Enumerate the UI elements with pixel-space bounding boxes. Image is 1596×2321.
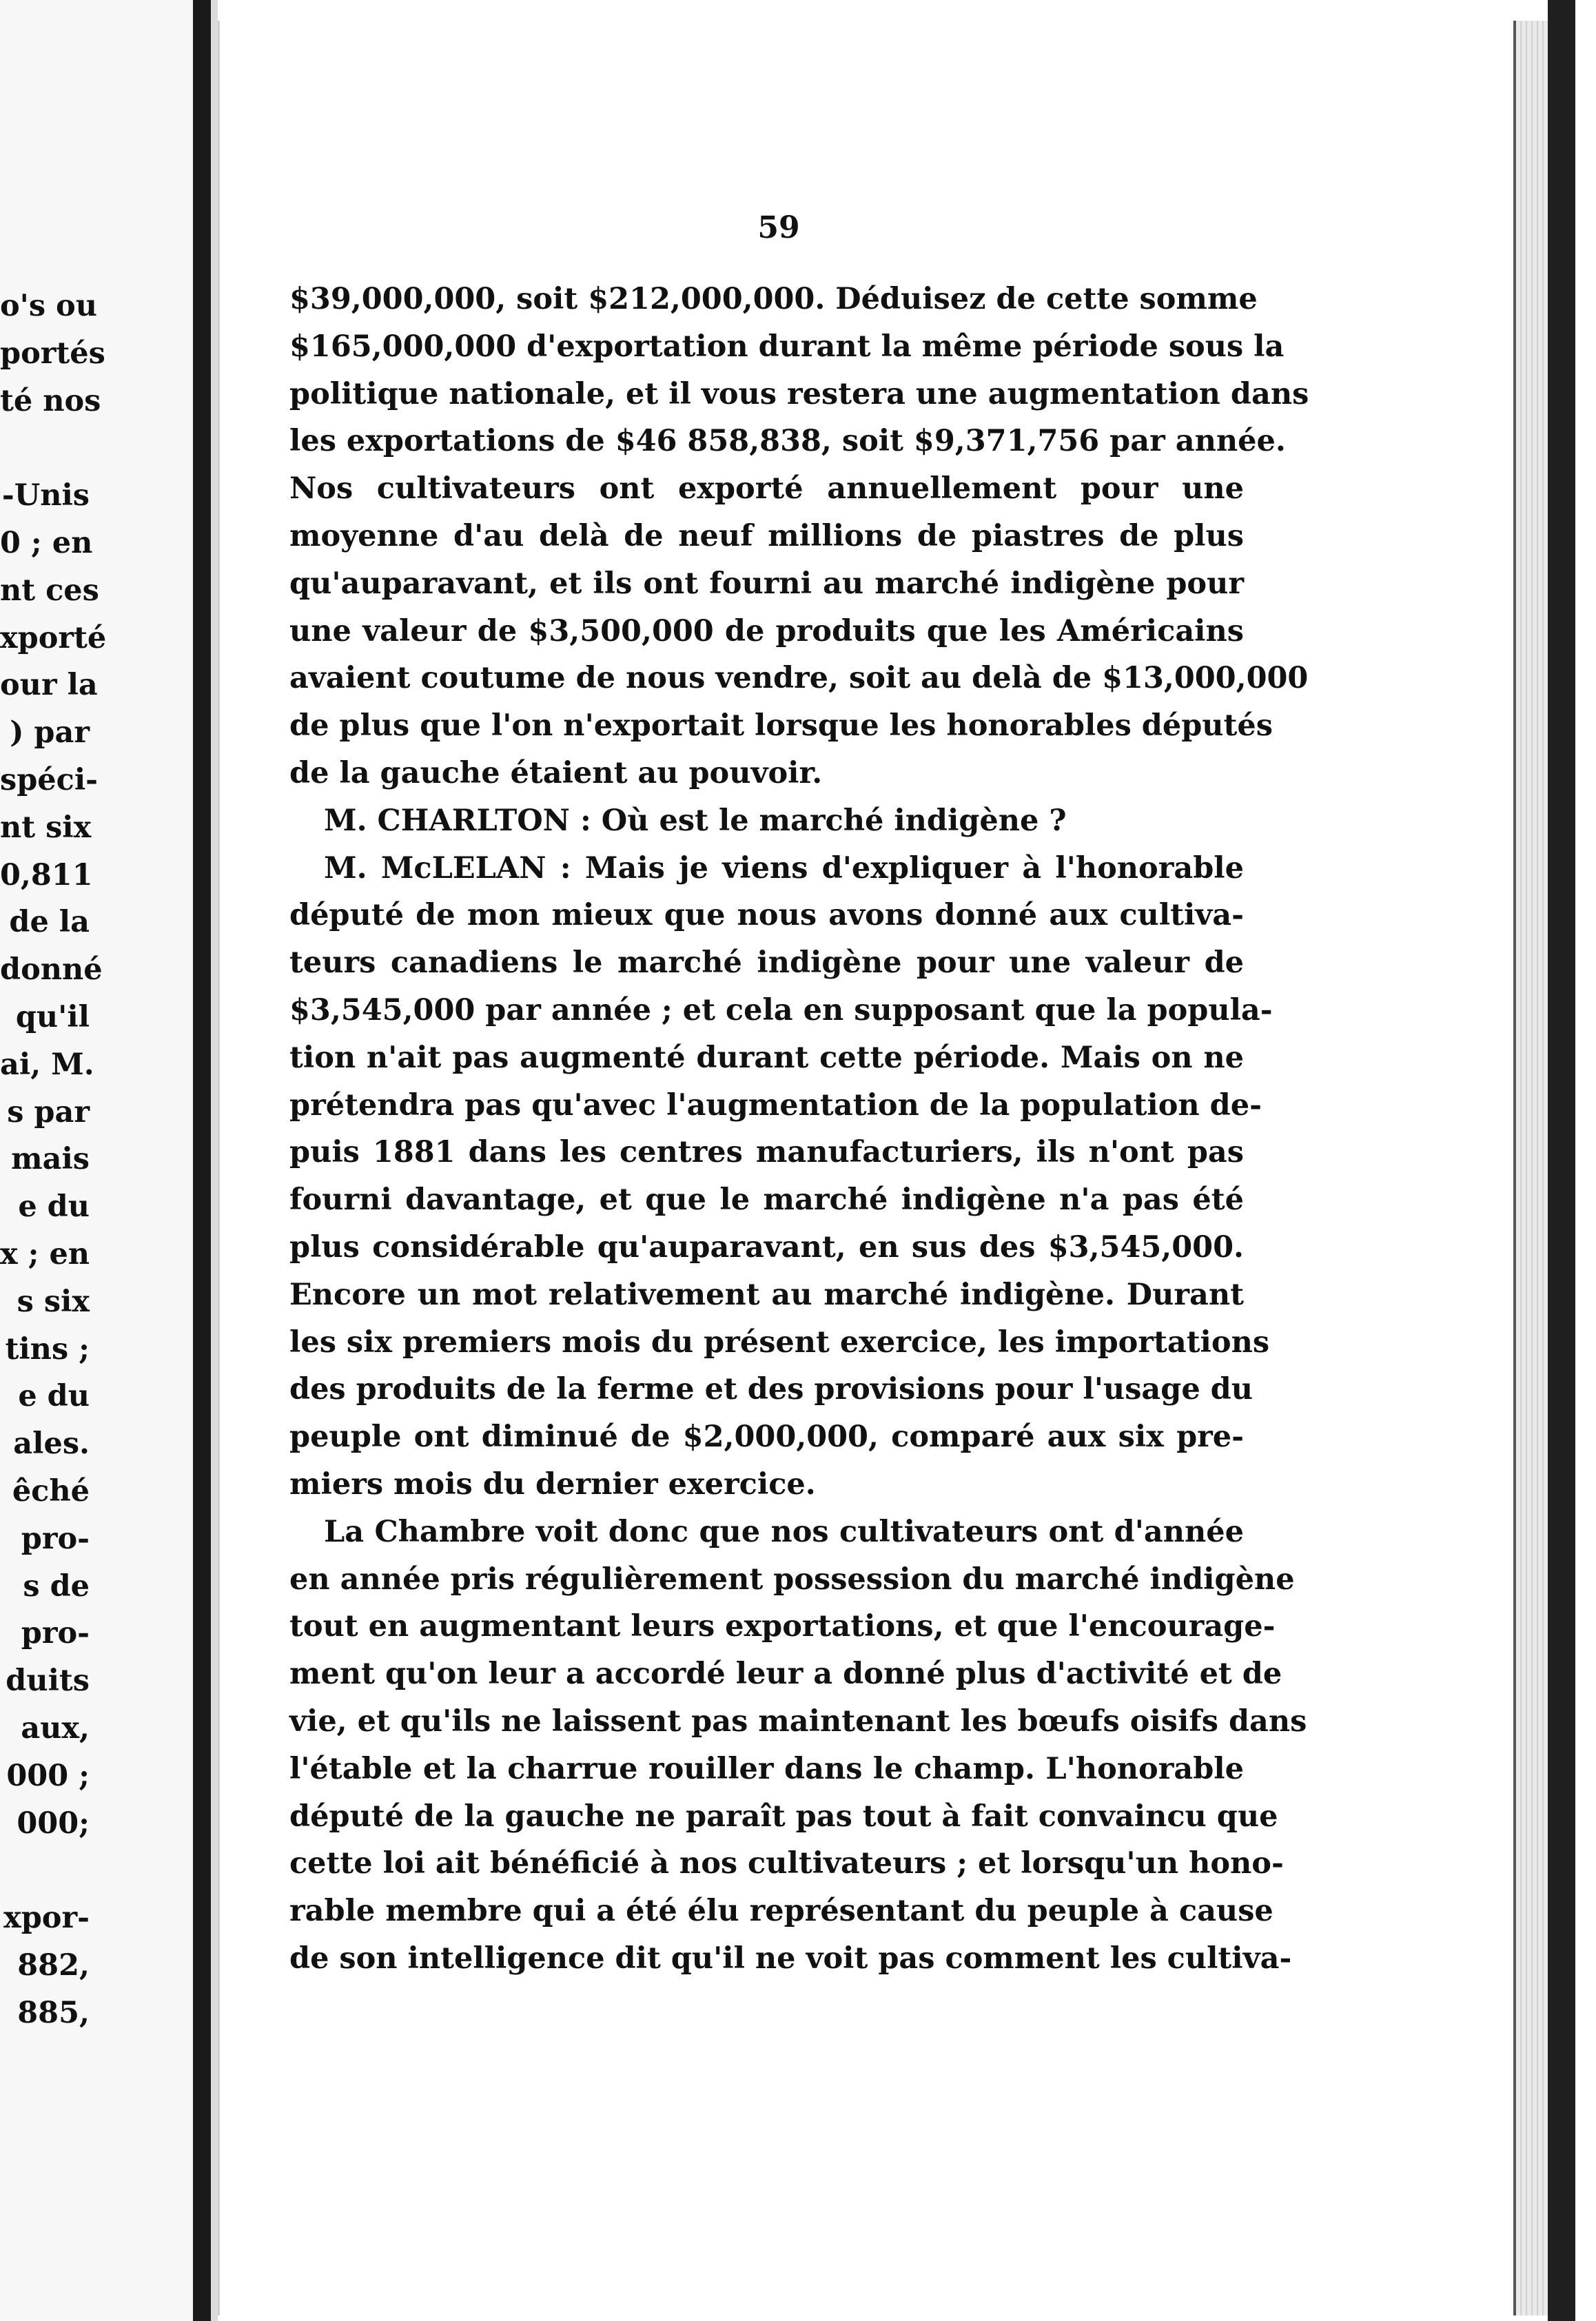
left-page-line: êché bbox=[12, 1473, 90, 1509]
text-line: député de mon mieux que nous avons donné aux cultiva- bbox=[289, 898, 1244, 933]
text-line: une valeur de $3,500,000 de produits que les Américains bbox=[289, 613, 1244, 648]
left-page-line: x ; en bbox=[0, 1236, 90, 1271]
left-page-line: mais bbox=[11, 1142, 90, 1177]
text-line: en année pris régulièrement possession du marché indigène bbox=[289, 1562, 1295, 1597]
text-line: teurs canadiens le marché indigène pour une valeur de bbox=[289, 945, 1244, 981]
left-page-line: spéci- bbox=[0, 762, 98, 797]
text-line: puis 1881 dans les centres manufacturiers, ils n'ont pas bbox=[289, 1135, 1244, 1170]
text-line: tout en augmentant leurs exportations, et que l'encourage- bbox=[289, 1609, 1276, 1644]
left-page-line: s six bbox=[17, 1284, 90, 1319]
text-line: prétendra pas qu'avec l'augmentation de la population de- bbox=[289, 1087, 1262, 1123]
text-line: miers mois du dernier exercice. bbox=[289, 1466, 816, 1502]
text-line: $39,000,000, soit $212,000,000. Déduisez de cette somme bbox=[289, 282, 1258, 316]
left-page-line: 882, bbox=[17, 1947, 90, 1983]
text-line: de la gauche étaient au pouvoir. bbox=[289, 755, 823, 790]
text-line: rable membre qui a été élu représentant du peuple à cause bbox=[289, 1894, 1273, 1929]
paragraph bbox=[289, 276, 1309, 797]
text-line: les six premiers mois du présent exercice, les importations bbox=[289, 1325, 1270, 1360]
left-page-line: ales. bbox=[13, 1427, 90, 1462]
text-line: Encore un mot relativement au marché indigène. Durant bbox=[289, 1277, 1244, 1312]
text-line: fourni davantage, et que le marché indigène n'a pas été bbox=[289, 1183, 1244, 1218]
left-page-text bbox=[0, 283, 107, 2036]
book-gutter bbox=[211, 0, 218, 2321]
text-line: député de la gauche ne paraît pas tout à fait convaincu que bbox=[289, 1799, 1278, 1834]
left-page-line: donné bbox=[0, 952, 103, 988]
text-line: La Chambre voit donc que nos cultivateurs ont d'année bbox=[324, 1514, 1244, 1549]
text-line: politique nationale, et il vous restera une augmentation dans bbox=[289, 376, 1309, 411]
text-line: M. McLELAN : Mais je viens d'expliquer à l'honorable bbox=[324, 850, 1244, 886]
left-page-line: e du bbox=[18, 1379, 90, 1414]
left-page-line: pro- bbox=[21, 1521, 90, 1556]
left-page-line: xporté bbox=[0, 620, 107, 655]
left-page-line: pro- bbox=[21, 1616, 90, 1651]
page-edge-shadow bbox=[1548, 0, 1575, 2321]
text-line: Nos cultivateurs ont exporté annuellement pour une bbox=[289, 471, 1244, 507]
text-line: cette loi ait bénéficié à nos cultivateurs ; et lorsqu'un hono- bbox=[289, 1846, 1284, 1881]
text-line: tion n'ait pas augmenté durant cette période. Mais on ne bbox=[289, 1040, 1244, 1075]
text-line: ment qu'on leur a accordé leur a donné plus d'activité et de bbox=[289, 1657, 1282, 1692]
text-line: de plus que l'on n'exportait lorsque les honorables députés bbox=[289, 708, 1273, 744]
text-line: plus considérable qu'auparavant, en sus des $3,545,000. bbox=[289, 1229, 1244, 1265]
left-page-line: nt ces bbox=[0, 573, 99, 608]
text-line: les exportations de $46 858,838, soit $9,371,756 par année. bbox=[289, 424, 1286, 459]
text-line: des produits de la ferme et des provisions pour l'usage du bbox=[289, 1372, 1253, 1407]
left-page-line: qu'il bbox=[15, 999, 90, 1034]
left-page-line: aux, bbox=[21, 1710, 90, 1746]
left-page-line: xpor- bbox=[3, 1901, 90, 1936]
text-line: l'étable et la charrue rouiller dans le champ. L'honorable bbox=[289, 1751, 1244, 1786]
left-page-line: our la bbox=[0, 668, 98, 703]
left-page-line: o's ou bbox=[0, 289, 97, 323]
left-page-line: 000; bbox=[17, 1806, 90, 1841]
paragraph bbox=[289, 845, 1273, 1509]
left-page-line: 000 ; bbox=[6, 1758, 90, 1793]
left-page-line: portés bbox=[0, 336, 105, 371]
left-page-line: nt six bbox=[0, 810, 92, 845]
left-page-fragment bbox=[0, 0, 211, 2321]
paragraph bbox=[289, 797, 1244, 845]
left-page-line bbox=[0, 425, 90, 472]
left-page-line: 0 ; en bbox=[0, 525, 93, 560]
left-page-line: tins ; bbox=[5, 1331, 90, 1367]
left-page-line: s de bbox=[23, 1568, 90, 1604]
page-edge bbox=[1513, 21, 1551, 2315]
paragraph bbox=[289, 1509, 1307, 1983]
text-line: de son intelligence dit qu'il ne voit pas comment les cultiva- bbox=[289, 1941, 1292, 1976]
text-line: avaient coutume de nous vendre, soit au delà de $13,000,000 bbox=[289, 661, 1309, 696]
body-text bbox=[289, 276, 1309, 1983]
text-line: moyenne d'au delà de neuf millions de piastres de plus bbox=[289, 518, 1244, 553]
left-page-line: té nos bbox=[0, 383, 101, 418]
text-line: qu'auparavant, et ils ont fourni au marché indigène pour bbox=[289, 566, 1244, 601]
left-page-line: e du bbox=[18, 1189, 90, 1225]
left-page-line: 885, bbox=[17, 1995, 90, 2030]
text-line: $165,000,000 d'exportation durant la même période sous la bbox=[289, 329, 1285, 364]
text-line: M. CHARLTON : Où est le marché indigène ? bbox=[324, 803, 1067, 838]
left-page-line: 0,811 bbox=[0, 857, 93, 892]
left-page-line: -Unis bbox=[1, 478, 90, 513]
text-line: peuple ont diminué de $2,000,000, comparé aux six pre- bbox=[289, 1420, 1244, 1455]
text-line: vie, et qu'ils ne laissent pas maintenant les bœufs oisifs dans bbox=[289, 1704, 1307, 1739]
text-line: $3,545,000 par année ; et cela en supposant que la popula- bbox=[289, 992, 1273, 1027]
left-page-line bbox=[0, 1847, 90, 1894]
left-page-line: de la bbox=[9, 905, 90, 940]
left-page-line: duits bbox=[6, 1664, 90, 1699]
page-number: 59 bbox=[757, 210, 800, 245]
left-page-line: ai, M. bbox=[0, 1047, 94, 1082]
left-page-line: ) par bbox=[10, 715, 90, 750]
left-page-line: s par bbox=[7, 1094, 90, 1129]
